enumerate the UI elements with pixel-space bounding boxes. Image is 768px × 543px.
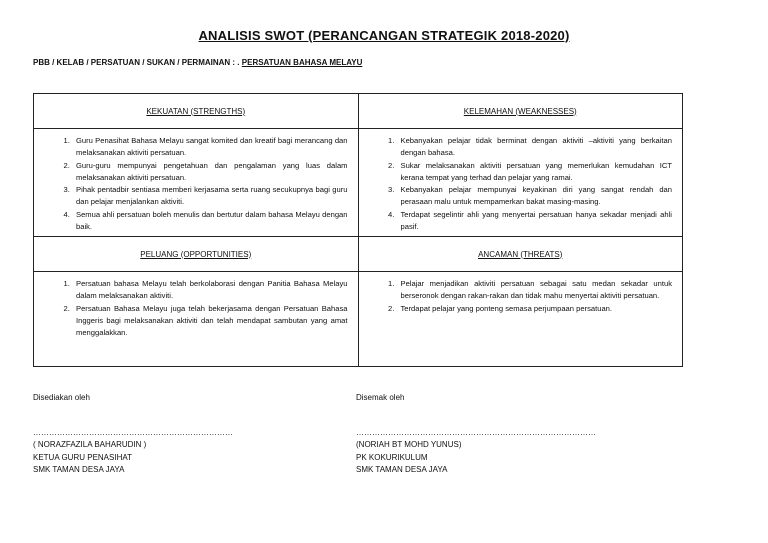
strengths-cell [34,129,359,237]
list-item: 4. Semua ahli persatuan boleh menulis dan bertutur dalam bahasa Melayu dengan baik. [72,209,348,234]
swot-table [33,93,683,367]
list-item: 1. Pelajar menjadikan aktiviti persatuan sebagai satu medan sekadar untuk berseronok dengan rakan-rakan dan tidak mahu menyertai aktiviti persatuan. [397,278,673,303]
list-item: 1. Persatuan bahasa Melayu telah berkolaborasi dengan Panitia Bahasa Melayu dalam melaksanakan aktiviti. [72,278,348,303]
threats-cell [358,272,683,367]
list-item: 3. Kebanyakan pelajar mempunyai keyakinan diri yang sangat rendah dan perasaan malu untuk mempamerkan bakat masing-masing. [397,184,673,209]
weaknesses-cell [358,129,683,237]
list-item: 4. Terdapat segelintir ahli yang menyertai persatuan hanya sekadar menjadi ahli pasif. [397,209,673,234]
strengths-header: KEKUATAN (STRENGTHS) [146,106,246,116]
list-item: 1. Guru Penasihat Bahasa Melayu sangat komited dan kreatif bagi merancang dan melaksanakan aktiviti persatuan. [72,135,348,160]
prepared-school: SMK TAMAN DESA JAYA [33,465,125,475]
threats-list [367,278,673,315]
prepared-position: KETUA GURU PENASIHAT [33,452,132,462]
weaknesses-header: KELEMAHAN (WEAKNESSES) [463,106,577,116]
opportunities-header-cell [34,237,359,272]
weaknesses-header-cell [358,94,683,129]
subtitle-prefix: PBB / KELAB / PERSATUAN / SUKAN / PERMAINAN : . [33,58,240,67]
prepared-by-label: Disediakan oleh [33,393,90,402]
prepared-signature-line [33,427,233,477]
checked-signature-line [356,427,596,477]
opportunities-header: PELUANG (OPPORTUNITIES) [140,249,252,259]
document-title: ANALISIS SWOT (PERANCANGAN STRATEGIK 2018-2020) [198,28,570,43]
checked-position: PK KOKURIKULUM [356,452,428,462]
list-item: 2. Terdapat pelajar yang ponteng semasa perjumpaan persatuan. [397,303,673,315]
list-item: 1. Kebanyakan pelajar tidak berminat dengan aktiviti –aktiviti yang berkaitan dengan bahasa. [397,135,673,160]
signature-dots: ……………………………………………………………………………… [356,428,596,437]
organization-name: PERSATUAN BAHASA MELAYU [241,58,363,67]
list-item: 2. Persatuan Bahasa Melayu juga telah bekerjasama dengan Persatuan Bahasa Inggeris bagi melaksanakan aktiviti dan telah mendapat sambutan yang amat menggalakkan. [72,303,348,340]
weaknesses-list [367,135,673,233]
opportunities-list [42,278,348,339]
threats-header: ANCAMAN (THREATS) [478,249,563,259]
prepared-name: ( NORAZFAZILA BAHARUDIN ) [33,440,147,450]
list-item: 2. Guru-guru mempunyai pengetahuan dan pengalaman yang luas dalam melaksanakan aktiviti persatuan. [72,160,348,185]
checked-school: SMK TAMAN DESA JAYA [356,465,448,475]
signature-dots: ………………………………………………………………… [33,428,233,437]
checked-name: (NORIAH BT MOHD YUNUS) [356,440,462,450]
checked-by-label: Disemak oleh [356,393,405,402]
strengths-header-cell [34,94,359,129]
list-item: 3. Pihak pentadbir sentiasa memberi kerjasama serta ruang secukupnya bagi guru dan pelajar menjalankan aktiviti. [72,184,348,209]
strengths-list [42,135,348,233]
list-item: 2. Sukar melaksanakan aktiviti persatuan yang memerlukan kemudahan ICT kerana tempat yang terhad dan pelajar yang ramai. [397,160,673,185]
document-subtitle [33,58,362,67]
threats-header-cell [358,237,683,272]
opportunities-cell [34,272,359,367]
